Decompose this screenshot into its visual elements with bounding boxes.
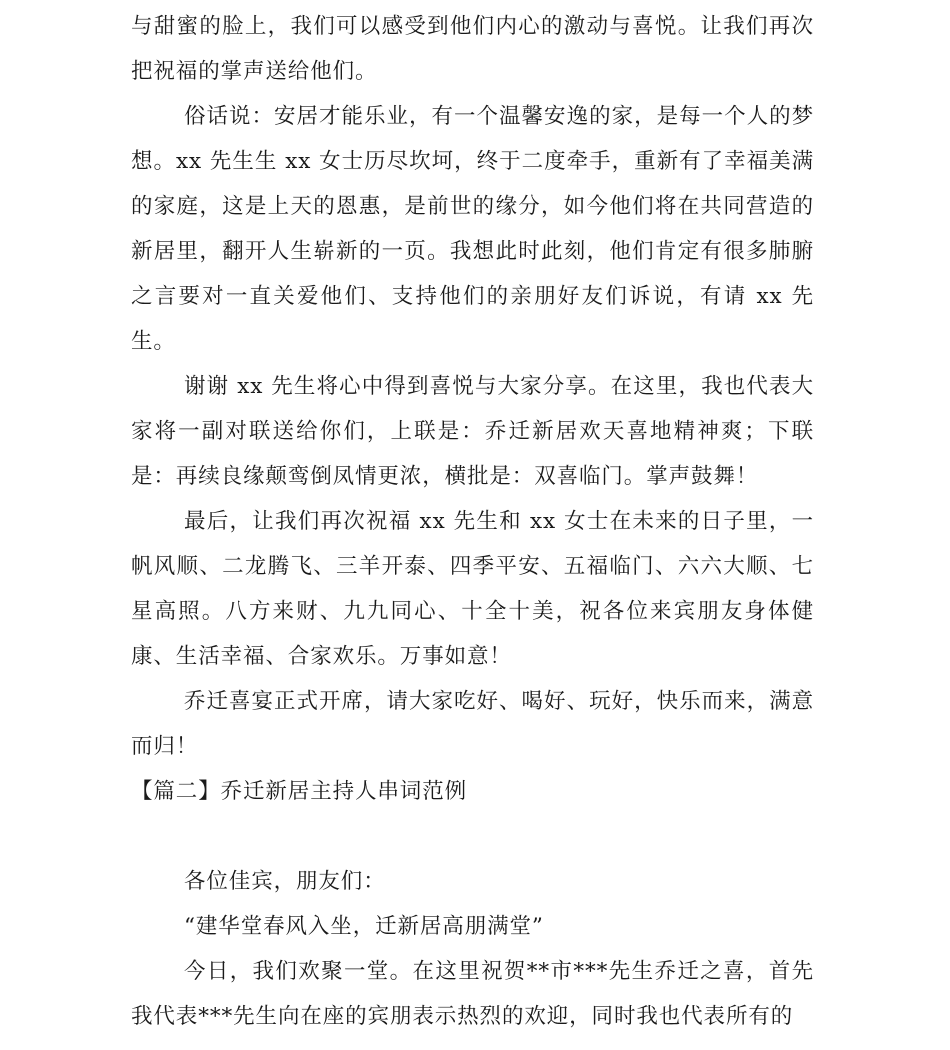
paragraph-couplet: 谢谢 xx 先生将心中得到喜悦与大家分享。在这里，我也代表大家将一副对联送给你们，上联是：乔迁新居欢天喜地精神爽；下联是：再续良缘颠鸾倒凤情更浓，横批是：双喜临门。掌声鼓舞！ bbox=[131, 374, 814, 489]
paragraph-quote: “建华堂春风入坐，迁新居高朋满堂” bbox=[184, 914, 544, 939]
paragraph-greeting: 各位佳宾，朋友们： bbox=[184, 869, 386, 894]
blank-line bbox=[131, 814, 814, 859]
paragraph-banquet: 乔迁喜宴正式开席，请大家吃好、喝好、玩好，快乐而来，满意而归！ bbox=[131, 689, 814, 759]
paragraph-proverb: 俗话说：安居才能乐业，有一个温馨安逸的家，是每一个人的梦想。xx 先生生 xx 女士历尽坎坷，终于二度牵手，重新有了幸福美满的家庭，这是上天的恩惠，是前世的缘分，如今他们将在共同营造的新居里，翻开人生崭新的一页。我想此时此刻，他们肯定有很多肺腑之言要对一直关爱他们、支持他们的亲朋好友们诉说，有请 xx 先生。 bbox=[131, 104, 814, 354]
paragraph-continuation: 与甜蜜的脸上，我们可以感受到他们内心的激动与喜悦。让我们再次把祝福的掌声送给他们。 bbox=[131, 14, 814, 84]
section-heading: 【篇二】乔迁新居主持人串词范例 bbox=[131, 779, 468, 804]
paragraph-blessing: 最后，让我们再次祝福 xx 先生和 xx 女士在未来的日子里，一帆风顺、二龙腾飞、三羊开泰、四季平安、五福临门、六六大顺、七星高照。八方来财、九九同心、十全十美，祝各位来宾朋友身体健康、生活幸福、合家欢乐。万事如意！ bbox=[131, 509, 814, 669]
document-body bbox=[131, 4, 814, 1039]
paragraph-welcome: 今日，我们欢聚一堂。在这里祝贺**市***先生乔迁之喜，首先我代表***先生向在座的宾朋表示热烈的欢迎，同时我也代表所有的 bbox=[131, 959, 814, 1029]
